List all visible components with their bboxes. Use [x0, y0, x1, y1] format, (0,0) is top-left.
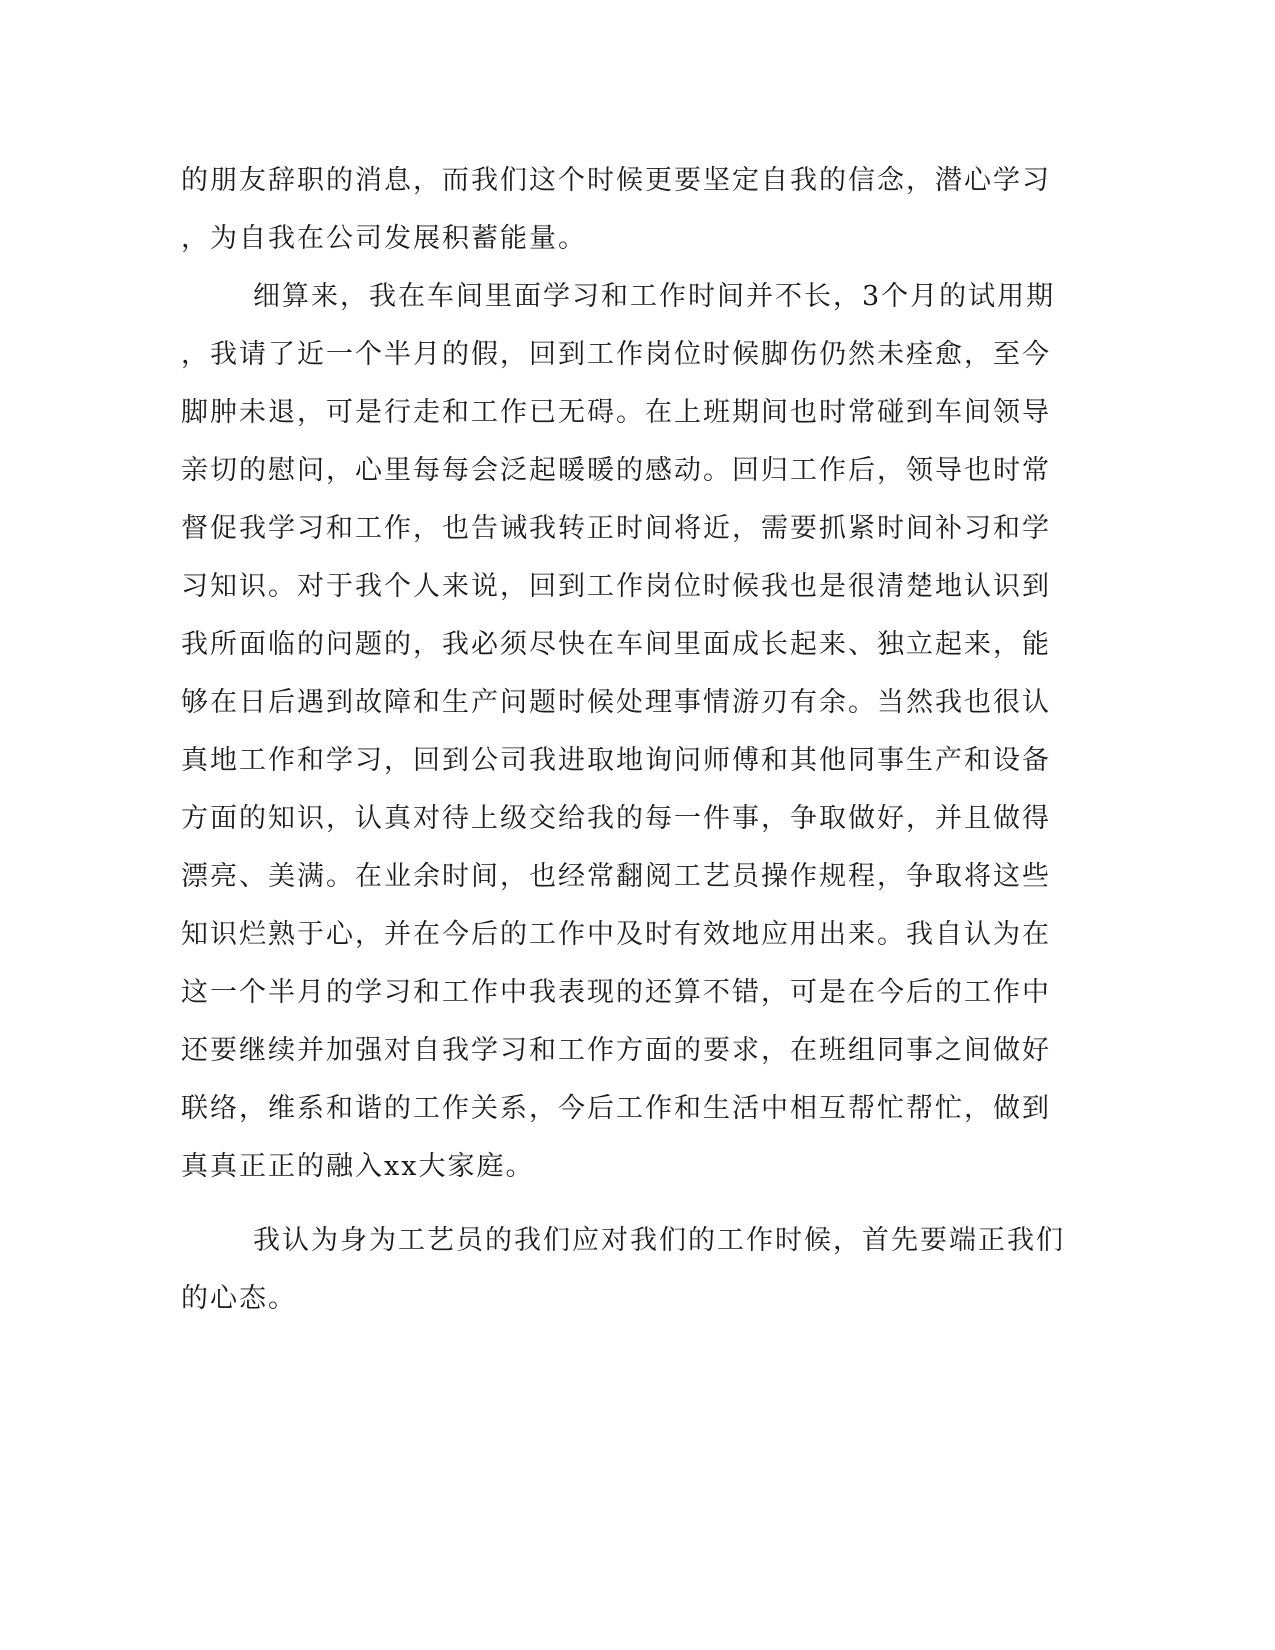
text-line: 习知识。对于我个人来说，回到工作岗位时候我也是很清楚地认识到 [181, 571, 1051, 602]
text-line: 督促我学习和工作，也告诫我转正时间将近，需要抓紧时间补习和学 [181, 513, 1051, 544]
text-line: 的朋友辞职的消息，而我们这个时候更要坚定自我的信念，潜心学习 [181, 165, 1051, 196]
text-line: 知识烂熟于心，并在今后的工作中及时有效地应用出来。我自认为在 [181, 919, 1051, 950]
text-line: ，为自我在公司发展积蓄能量。 [181, 223, 587, 254]
text-line: 这一个半月的学习和工作中我表现的还算不错，可是在今后的工作中 [181, 977, 1051, 1008]
text-line: 漂亮、美满。在业余时间，也经常翻阅工艺员操作规程，争取将这些 [181, 861, 1051, 892]
text-line: 的心态。 [181, 1283, 297, 1314]
text-line: 够在日后遇到故障和生产问题时候处理事情游刃有余。当然我也很认 [181, 687, 1051, 718]
text-line: 脚肿未退，可是行走和工作已无碍。在上班期间也时常碰到车间领导 [181, 397, 1051, 428]
text-line: 联络，维系和谐的工作关系，今后工作和生活中相互帮忙帮忙，做到 [181, 1093, 1051, 1124]
text-line: 还要继续并加强对自我学习和工作方面的要求，在班组同事之间做好 [181, 1035, 1051, 1066]
text-line: 亲切的慰问，心里每每会泛起暖暖的感动。回归工作后，领导也时常 [181, 455, 1051, 486]
text-line: 方面的知识，认真对待上级交给我的每一件事，争取做好，并且做得 [181, 803, 1051, 834]
text-line: 真地工作和学习，回到公司我进取地询问师傅和其他同事生产和设备 [181, 745, 1051, 776]
paragraph-first-line: 细算来，我在车间里面学习和工作时间并不长，3个月的试用期 [253, 281, 1056, 312]
text-line: 我所面临的问题的，我必须尽快在车间里面成长起来、独立起来，能 [181, 629, 1051, 660]
text-line: 真真正正的融入xx大家庭。 [181, 1151, 535, 1182]
paragraph-first-line: 我认为身为工艺员的我们应对我们的工作时候，首先要端正我们 [253, 1225, 1065, 1256]
text-line: ，我请了近一个半月的假，回到工作岗位时候脚伤仍然未痊愈，至今 [181, 339, 1051, 370]
